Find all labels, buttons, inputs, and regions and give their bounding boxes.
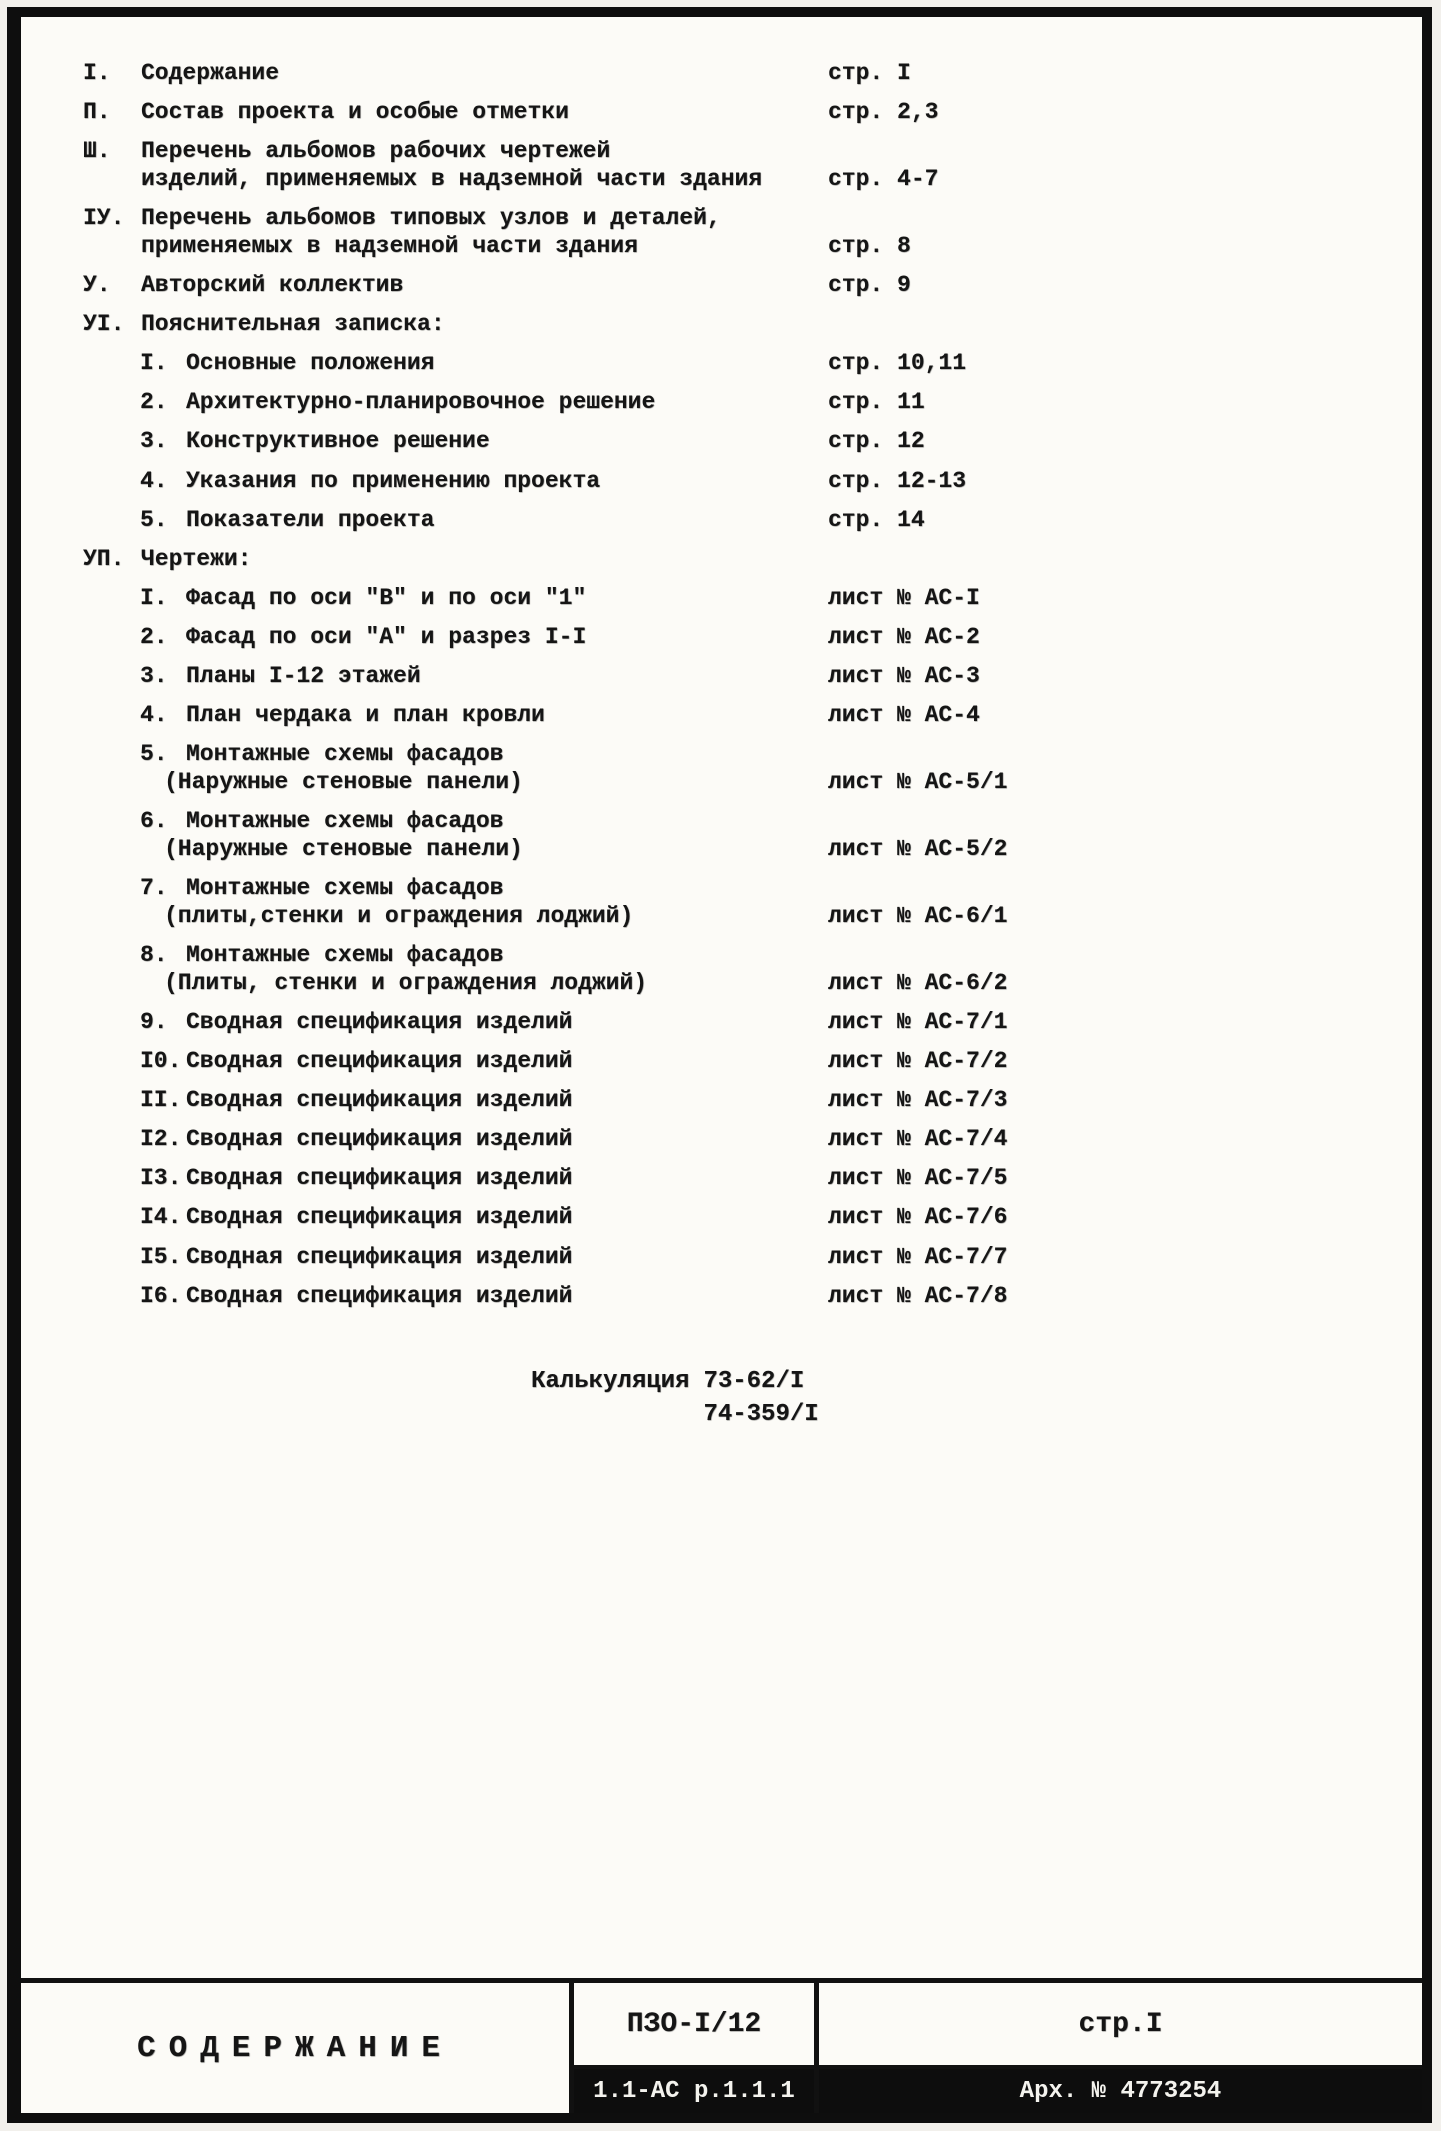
toc-item-ref: лист № АС-7/2 <box>828 1048 1008 1075</box>
toc-item-text: Показатели проекта <box>186 506 435 533</box>
toc-item-number: I. <box>140 584 168 611</box>
toc-item-number: 2. <box>140 389 168 416</box>
toc-item-text: Сводная спецификация изделий <box>186 1165 573 1192</box>
toc-item-ref: лист № АС-7/3 <box>828 1087 1008 1114</box>
toc-row <box>83 427 1023 455</box>
toc-item-number: УП. <box>83 545 125 572</box>
toc-item-number: 9. <box>140 1009 168 1036</box>
toc-row <box>83 545 1023 573</box>
toc-item-ref: стр. 10,11 <box>828 350 967 377</box>
toc-item-text: План чердака и план кровли <box>186 701 545 728</box>
toc-item-number: 7. <box>140 875 168 902</box>
toc-row <box>83 1282 1023 1310</box>
toc-item-ref: лист № АС-2 <box>828 623 980 650</box>
toc-item-text: Авторский коллектив <box>141 272 404 299</box>
toc-item-text: Перечень альбомов рабочих чертежей изделий, применяемых в надземной части здания <box>141 138 763 193</box>
toc-item-text: Сводная спецификация изделий <box>186 1243 573 1270</box>
toc-item-number: I5. <box>140 1243 182 1270</box>
toc-item-number: 8. <box>140 942 168 969</box>
toc-item-number: I6. <box>140 1282 182 1309</box>
toc-item-ref: лист № АС-3 <box>828 662 980 689</box>
toc-row <box>83 623 1023 651</box>
toc-item-ref: лист № АС-7/8 <box>828 1282 1008 1309</box>
toc-item-number: 5. <box>140 740 168 767</box>
document-sub-code: 1.1-АС р.1.1.1 <box>574 2069 814 2113</box>
toc-item-number: I0. <box>140 1048 182 1075</box>
toc-item-ref: стр. 4-7 <box>828 166 939 193</box>
toc-item-number: IУ. <box>83 205 125 232</box>
toc-item-number: 4. <box>140 701 168 728</box>
toc-item-ref: стр. 2,3 <box>828 99 939 126</box>
toc-row <box>83 584 1023 612</box>
toc-item-ref: лист № АС-6/2 <box>828 970 1008 997</box>
toc-item-ref: стр. I <box>828 60 911 86</box>
toc-item-ref: лист № АС-5/2 <box>828 835 1008 862</box>
toc-item-text: Сводная спецификация изделий <box>186 1126 573 1153</box>
toc-row <box>83 271 1023 299</box>
toc-item-ref: лист № АС-5/1 <box>828 768 1008 795</box>
toc-item-number: 6. <box>140 807 168 834</box>
toc-item-text: Основные положения <box>186 350 435 377</box>
toc-item-number: У. <box>83 272 111 299</box>
toc-content <box>83 59 1398 1434</box>
calc-values: 73-62/I 74-359/I <box>703 1367 819 1428</box>
toc-item-ref: стр. 14 <box>828 506 925 533</box>
toc-item-text: Пояснительная записка: <box>141 311 445 338</box>
toc-item-ref: лист № АС-7/1 <box>828 1009 1008 1036</box>
toc-item-text: Монтажные схемы фасадов (Наружные стеновые панели) <box>164 807 523 862</box>
toc-item-text: Архитектурно-планировочное решение <box>186 389 656 416</box>
toc-item-ref: стр. 12 <box>828 428 925 455</box>
page-number: стр.I <box>819 1983 1422 2069</box>
toc-item-ref: лист № АС-I <box>828 584 980 611</box>
toc-row <box>83 59 1023 87</box>
toc-row <box>83 1008 1023 1036</box>
toc-item-ref: лист № АС-4 <box>828 701 980 728</box>
toc-row <box>83 941 1023 997</box>
toc-row <box>83 204 1023 260</box>
toc-item-number: I2. <box>140 1126 182 1153</box>
toc-item-text: Перечень альбомов типовых узлов и деталей, применяемых в надземной части здания <box>141 205 721 260</box>
toc-item-text: Сводная спецификация изделий <box>186 1087 573 1114</box>
toc-item-ref: лист № АС-7/7 <box>828 1243 1008 1270</box>
toc-list <box>83 59 1023 1310</box>
toc-item-number: Ш. <box>83 138 111 165</box>
toc-item-ref: стр. 12-13 <box>828 467 967 494</box>
toc-row <box>83 1047 1023 1075</box>
toc-item-text: Монтажные схемы фасадов (Плиты, стенки и ограждения лоджий) <box>164 942 648 997</box>
toc-item-text: Состав проекта и особые отметки <box>141 99 569 126</box>
toc-row <box>83 1203 1023 1231</box>
toc-row <box>83 807 1023 863</box>
toc-item-text: Сводная спецификация изделий <box>186 1204 573 1231</box>
toc-item-text: Указания по применению проекта <box>186 467 601 494</box>
title-block-middle-cell <box>574 1983 819 2113</box>
toc-item-number: 3. <box>140 662 168 689</box>
toc-item-text: Фасад по оси "В" и по оси "1" <box>186 584 587 611</box>
scanned-document-page <box>7 7 1432 2123</box>
toc-item-text: Сводная спецификация изделий <box>186 1009 573 1036</box>
toc-item-number: 5. <box>140 506 168 533</box>
toc-item-number: УI. <box>83 311 125 338</box>
toc-item-number: I4. <box>140 1204 182 1231</box>
document-code: ПЗО-I/12 <box>574 1983 814 2069</box>
toc-item-number: 4. <box>140 467 168 494</box>
toc-item-ref: стр. 11 <box>828 389 925 416</box>
toc-item-number: 2. <box>140 623 168 650</box>
toc-row <box>83 740 1023 796</box>
toc-item-text: Сводная спецификация изделий <box>186 1282 573 1309</box>
toc-row <box>83 137 1023 193</box>
toc-item-text: Монтажные схемы фасадов (Наружные стеновые панели) <box>164 740 523 795</box>
toc-item-ref: стр. 8 <box>828 233 911 260</box>
toc-item-text: Планы I-12 этажей <box>186 662 421 689</box>
toc-item-ref: лист № АС-6/1 <box>828 903 1008 930</box>
toc-item-text: Чертежи: <box>141 545 252 572</box>
toc-row <box>83 662 1023 690</box>
toc-item-ref: лист № АС-7/4 <box>828 1126 1008 1153</box>
toc-row <box>83 874 1023 930</box>
toc-row <box>83 506 1023 534</box>
archive-number: Арх. № 4773254 <box>819 2069 1422 2113</box>
toc-item-text: Монтажные схемы фасадов (плиты,стенки и ограждения лоджий) <box>164 875 634 930</box>
calculation-label: Калькуляция <box>531 1367 690 1395</box>
toc-item-ref: лист № АС-7/6 <box>828 1204 1008 1231</box>
toc-item-number: I3. <box>140 1165 182 1192</box>
toc-item-text: Фасад по оси "А" и разрез I-I <box>186 623 587 650</box>
toc-row <box>83 1125 1023 1153</box>
toc-row <box>83 349 1023 377</box>
title-block <box>21 1978 1422 2113</box>
toc-item-text: Конструктивное решение <box>186 428 490 455</box>
toc-item-text: Содержание <box>141 60 280 86</box>
toc-row <box>83 467 1023 495</box>
toc-row <box>83 701 1023 729</box>
toc-item-number: I. <box>140 350 168 377</box>
toc-item-number: П. <box>83 99 111 126</box>
title-block-title: СОДЕРЖАНИЕ <box>21 1983 574 2113</box>
toc-item-text: Сводная спецификация изделий <box>186 1048 573 1075</box>
toc-item-ref: стр. 9 <box>828 272 911 299</box>
toc-row <box>83 1164 1023 1192</box>
toc-row <box>83 98 1023 126</box>
toc-item-number: II. <box>140 1087 182 1114</box>
toc-row <box>83 310 1023 338</box>
toc-item-ref: лист № АС-7/5 <box>828 1165 1008 1192</box>
title-block-right-cell <box>819 1983 1422 2113</box>
toc-item-number: 3. <box>140 428 168 455</box>
toc-row <box>83 1243 1023 1271</box>
toc-item-number: I. <box>83 60 111 86</box>
calculation-block <box>531 1368 1398 1434</box>
toc-row <box>83 1086 1023 1114</box>
toc-row <box>83 388 1023 416</box>
